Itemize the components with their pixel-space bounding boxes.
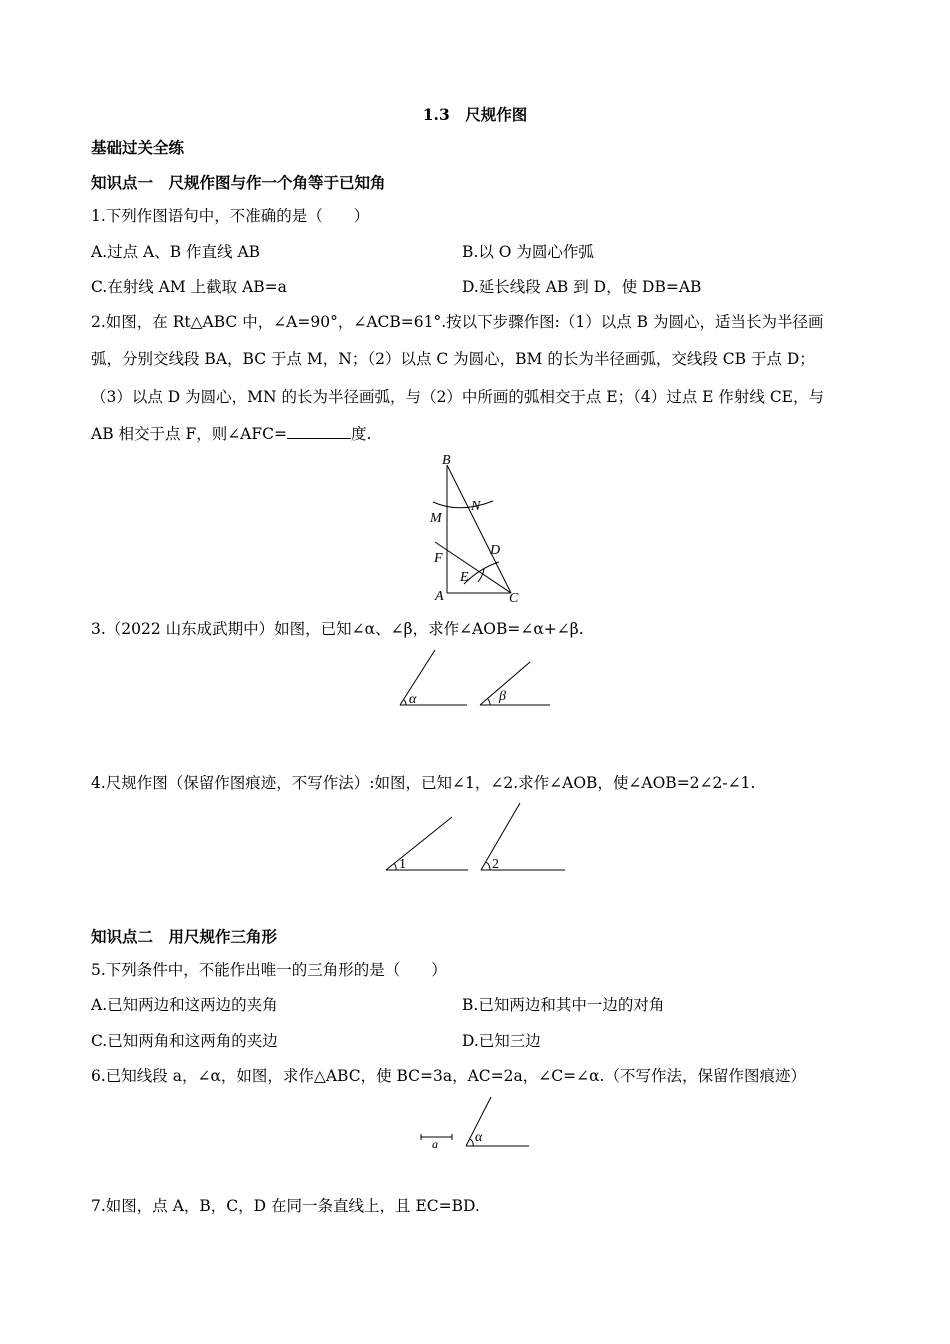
q7-stem: 7.如图，点 A，B，C，D 在同一条直线上，且 EC=BD. bbox=[91, 1197, 480, 1215]
q2-line-1: 2.如图，在 Rt△ABC 中，∠A=90°，∠ACB=61°.按以下步骤作图:（1）以点 B 为圆心，适当长为半径画 bbox=[91, 313, 824, 331]
q2-triangle-figure bbox=[420, 450, 530, 605]
q2-line-4 bbox=[91, 424, 371, 444]
q1-option-d: D.延长线段 AB 到 D，使 DB=AB bbox=[462, 278, 702, 296]
q5-option-d: D.已知三边 bbox=[462, 1032, 541, 1050]
label-b: B bbox=[442, 453, 451, 468]
knowledge-point-2: 知识点二 用尺规作三角形 bbox=[91, 927, 278, 946]
q1-option-b: B.以 O 为圆心作弧 bbox=[462, 243, 594, 261]
label-a: A bbox=[435, 589, 444, 604]
page-title: 1.3 尺规作图 bbox=[422, 105, 528, 124]
answer-blank bbox=[287, 424, 351, 439]
knowledge-point-1: 知识点一 尺规作图与作一个角等于已知角 bbox=[91, 173, 386, 192]
label-e: E bbox=[460, 570, 469, 585]
q2-line-4-text: AB 相交于点 F，则∠AFC= bbox=[91, 425, 287, 443]
alpha-label-q6: α bbox=[475, 1130, 483, 1145]
q3-angle-figures bbox=[395, 645, 560, 715]
angle-2-label: 2 bbox=[492, 857, 499, 872]
label-c: C bbox=[509, 591, 519, 606]
q2-line-2: 弧，分别交线段 BA，BC 于点 M，N；（2）以点 C 为圆心，BM 的长为半径画弧，交线段 CB 于点 D； bbox=[91, 350, 815, 368]
label-d: D bbox=[490, 543, 501, 558]
q5-option-a: A.已知两边和这两边的夹角 bbox=[91, 996, 278, 1014]
q6-figure bbox=[415, 1092, 540, 1154]
beta-label: β bbox=[499, 689, 506, 704]
alpha-label: α bbox=[409, 692, 417, 707]
q6-stem: 6.已知线段 a，∠α，如图，求作△ABC，使 BC=3a，AC=2a，∠C=∠α.（不写作法，保留作图痕迹） bbox=[91, 1067, 806, 1085]
q4-angle-figures bbox=[380, 800, 575, 880]
q2-line-3: （3）以点 D 为圆心，MN 的长为半径画弧，与（2）中所画的弧相交于点 E；（4）过点 E 作射线 CE，与 bbox=[91, 388, 824, 406]
q5-stem: 5.下列条件中，不能作出唯一的三角形的是（ ） bbox=[91, 961, 447, 979]
angle-1-label: 1 bbox=[399, 857, 406, 872]
q5-option-b: B.已知两边和其中一边的对角 bbox=[462, 996, 665, 1014]
section-heading: 基础过关全练 bbox=[91, 138, 185, 157]
q4-stem: 4.尺规作图（保留作图痕迹，不写作法）:如图，已知∠1，∠2.求作∠AOB，使∠AOB=2∠2-∠1. bbox=[91, 774, 756, 792]
segment-a-label: a bbox=[432, 1137, 438, 1151]
q2-unit: 度. bbox=[350, 425, 372, 443]
q1-option-c: C.在射线 AM 上截取 AB=a bbox=[91, 278, 287, 296]
q3-stem: 3.（2022 山东成武期中）如图，已知∠α、∠β，求作∠AOB=∠α+∠β. bbox=[91, 620, 584, 638]
label-n: N bbox=[471, 499, 481, 514]
label-f: F bbox=[434, 551, 443, 566]
label-m: M bbox=[430, 511, 442, 526]
q5-option-c: C.已知两角和这两角的夹边 bbox=[91, 1032, 278, 1050]
q1-option-a: A.过点 A、B 作直线 AB bbox=[91, 243, 261, 261]
q1-stem: 1.下列作图语句中，不准确的是（ ） bbox=[91, 207, 370, 225]
